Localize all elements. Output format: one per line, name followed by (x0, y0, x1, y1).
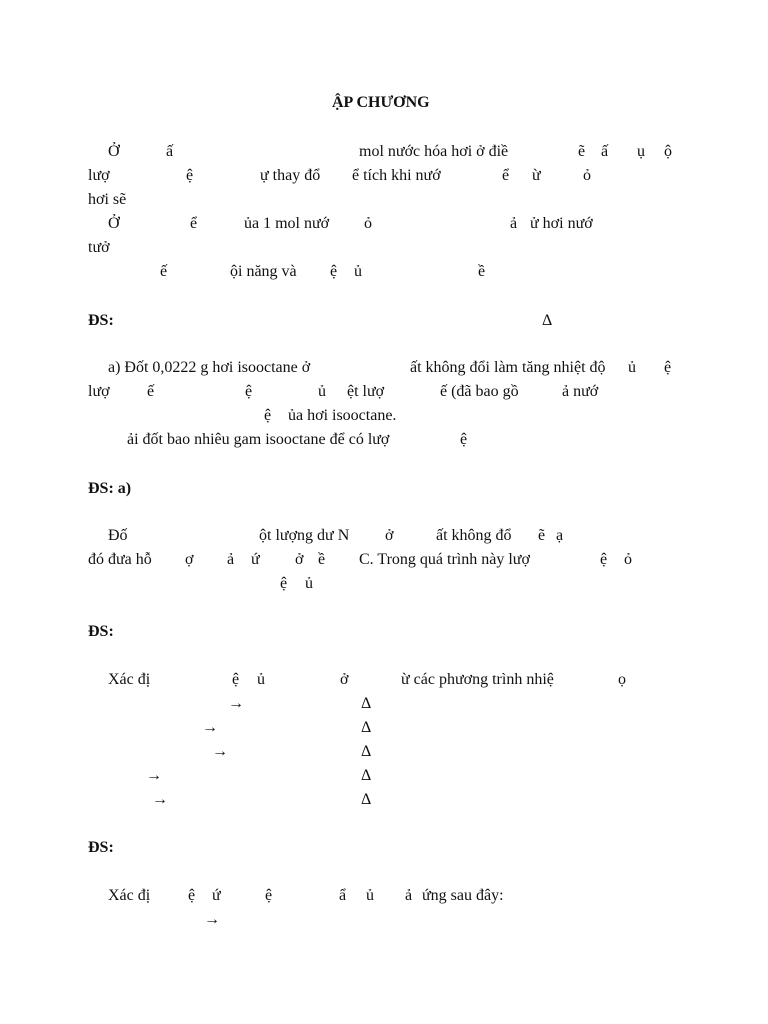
text-fragment: ỏ (364, 215, 372, 232)
text-fragment: ệ (232, 671, 240, 688)
text-fragment: tưở (88, 239, 110, 256)
delta-symbol: Δ (361, 719, 372, 736)
text-fragment: ử hơi nướ (530, 215, 593, 232)
text-fragment: ở (295, 551, 304, 568)
text-fragment: ội năng và (230, 263, 297, 280)
text-fragment: ệ (600, 551, 608, 568)
text-fragment: ệ (460, 431, 468, 448)
delta-symbol: Δ (361, 767, 372, 784)
text-fragment: ủ (366, 887, 374, 904)
text-fragment: ủ (628, 359, 636, 376)
text-fragment: ừ (532, 167, 541, 184)
text-fragment: ấ (166, 143, 174, 160)
text-fragment: lượ (88, 167, 110, 184)
text-fragment: ả nướ (562, 383, 599, 400)
text-fragment: hơi sẽ (88, 191, 127, 208)
reaction-arrow: → (146, 767, 162, 784)
page-title: ẬP CHƯƠNG (332, 94, 430, 111)
answer-label: ĐS: (88, 623, 114, 640)
reaction-arrow: → (202, 719, 218, 736)
text-fragment: C. Trong quá trình này lượ (359, 551, 530, 568)
text-fragment: ả (227, 551, 235, 568)
text-fragment: ứng sau đây: (422, 887, 504, 904)
reaction-arrow: → (228, 695, 244, 712)
text-fragment: ủa 1 mol nướ (244, 215, 330, 232)
answer-label: ĐS: a) (88, 480, 132, 497)
text-fragment: ợ (185, 551, 194, 568)
text-fragment: ẩ (339, 887, 347, 904)
answer-label: ĐS: (88, 312, 114, 329)
text-fragment: ể (190, 215, 198, 232)
text-fragment: ạ (556, 527, 564, 544)
text-fragment: ự thay đổ (260, 167, 321, 184)
text-fragment: ỏ (583, 167, 591, 184)
text-fragment: ủ (257, 671, 265, 688)
delta-symbol: Δ (361, 695, 372, 712)
text-fragment: ề (478, 263, 486, 280)
text-fragment: ệ (330, 263, 338, 280)
text-fragment: lượ (88, 383, 110, 400)
text-fragment: ệ (264, 407, 272, 424)
text-fragment: ừ các phương trình nhiệ (401, 671, 554, 688)
text-fragment: ất không đổ (436, 527, 512, 544)
text-fragment: ể (502, 167, 510, 184)
text-fragment: ề (318, 551, 326, 568)
text-fragment: mol nước hóa hơi ở điề (359, 143, 509, 160)
text-fragment: ứ (212, 887, 221, 904)
text-fragment: Ở (108, 143, 120, 160)
text-fragment: ủ (318, 383, 326, 400)
delta-symbol: Δ (361, 791, 372, 808)
text-fragment: ế (160, 263, 168, 280)
text-fragment: đó đưa hỗ (88, 551, 152, 568)
text-fragment: Xác đị (108, 671, 151, 688)
text-fragment: ể tích khi nướ (352, 167, 441, 184)
text-fragment: ả (510, 215, 518, 232)
text-fragment: ải đốt bao nhiêu gam isooctane để có lượ (127, 431, 390, 448)
text-fragment: ất không đổi làm tăng nhiệt độ (410, 359, 606, 376)
answer-label: ĐS: (88, 839, 114, 856)
text-fragment: ở (340, 671, 349, 688)
text-fragment: ọ (618, 671, 626, 688)
text-fragment: ột lượng dư N (259, 527, 350, 544)
reaction-arrow: → (212, 743, 228, 760)
text-fragment: ả (405, 887, 413, 904)
delta-symbol: Δ (361, 743, 372, 760)
delta-symbol: Δ (542, 312, 553, 329)
reaction-arrow: → (152, 791, 168, 808)
text-fragment: ỏ (624, 551, 632, 568)
text-fragment: ủ (305, 575, 313, 592)
text-fragment: ủa hơi isooctane. (288, 407, 397, 424)
text-fragment: a) Đốt 0,0222 g hơi isooctane ở (108, 359, 311, 376)
text-fragment: ứ (251, 551, 260, 568)
text-fragment: Ở (108, 215, 120, 232)
text-fragment: ụ (637, 143, 645, 160)
text-fragment: ệ (245, 383, 253, 400)
text-fragment: ệ (265, 887, 273, 904)
text-fragment: ẽ (538, 527, 546, 544)
text-fragment: ở (385, 527, 394, 544)
text-fragment: ế (đã bao gồ (440, 383, 519, 400)
text-fragment: ệt lượ (347, 383, 385, 400)
text-fragment: ế (147, 383, 155, 400)
text-fragment: ấ (601, 143, 609, 160)
text-fragment: ệ (186, 167, 194, 184)
text-fragment: ủ (354, 263, 362, 280)
reaction-arrow: → (204, 911, 220, 928)
text-fragment: ệ (664, 359, 672, 376)
text-fragment: ộ (664, 143, 672, 160)
text-fragment: ệ (280, 575, 288, 592)
text-fragment: Xác đị (108, 887, 151, 904)
text-fragment: Đố (108, 527, 128, 544)
text-fragment: ệ (188, 887, 196, 904)
text-fragment: ẽ (578, 143, 586, 160)
